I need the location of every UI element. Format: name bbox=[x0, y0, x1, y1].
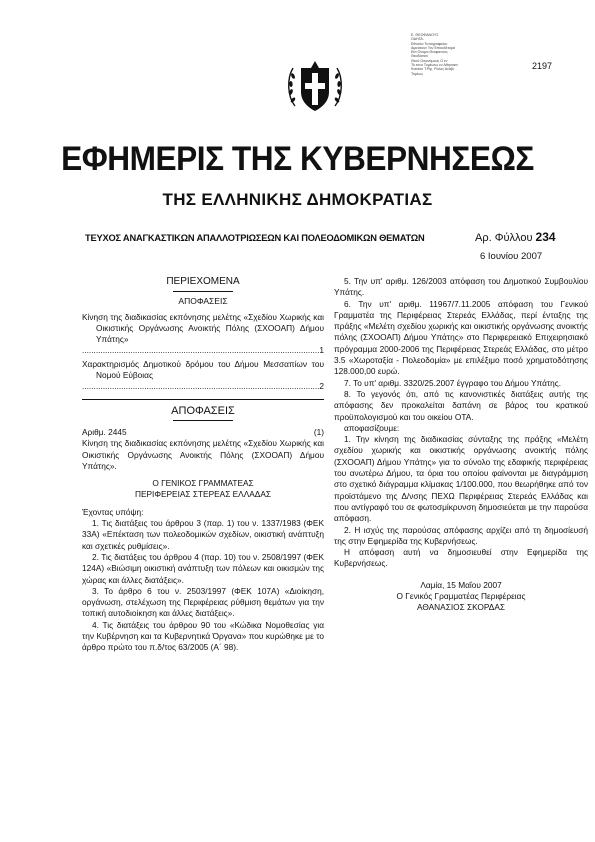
signature-place-date: Λαμία, 15 Μαΐου 2007 bbox=[420, 579, 502, 590]
decision-reference bbox=[82, 427, 324, 438]
decision-index: (1) bbox=[313, 426, 324, 437]
toc-item-page-row bbox=[82, 345, 324, 356]
toc-item-text: Κίνηση της διαδικασίας εκπόνησης μελέτης «Σχεδίου Χωρικής και Οικιστικής Οργάνωσης Ανοικτής Πόλης (ΣΧΟΟΑΠ) Δήμου Υπάτης» bbox=[82, 311, 324, 345]
authority-line-2: ΠΕΡΙΦΕΡΕΙΑΣ ΣΤΕΡΕΑΣ ΕΛΛΑΔΑΣ bbox=[135, 489, 271, 500]
toc-leader bbox=[82, 345, 319, 356]
decisions-divider bbox=[173, 420, 233, 421]
stamp-line: Είπ Ονομα Θεοφανούς bbox=[411, 50, 448, 55]
stamp-line: Τό τονο Τομέωτω εν Αθηναισι bbox=[411, 63, 458, 68]
paragraph: 6. Την υπ' αριθμ. 11967/7.11.2005 απόφαση του Γενικού Γραμματέα της Περιφέρειας Στερεάς Ελλάδας, περί ένταξης της πράξης «Μελέτη σχεδίου χωρικής και οικιστικής οργάνωσης ανοικτής πόλης (ΣΧΟΟΑΠ) Δήμου Υπάτης» στο Περιφερειακό Επιχειρησιακό πρόγραμμα 2000-2006 της Περιφέρειας Στερεάς Ελλάδας, στο μέτρο 3.5 «Χωροταξία - Πολεοδομία» με επιλέξιμο ποσό χρηματοδότησης 128.000,00 ευρώ. bbox=[334, 298, 588, 377]
paragraph: 8. Το γεγονός ότι, από τις κανονιστικές διατάξεις αυτής της απόφασης δεν προκαλείται δαπάνη σε βάρος του κρατικού προϋπολογισμού και του οικείου ΟΤΑ. bbox=[334, 388, 588, 422]
toc-leader bbox=[82, 381, 319, 392]
stamp-line: Κοιτιίου Τ.Ρίμ. Ρόλος Ανάβι bbox=[411, 67, 454, 72]
stamp-line: Ε. ΘΕΟΦΑΝΟΥΣ bbox=[411, 33, 439, 37]
paragraph: 5. Την υπ' αριθμ. 126/2003 απόφαση του Δημοτικού Συμβουλίου Υπάτης. bbox=[334, 276, 588, 298]
sheet-number: 234 bbox=[535, 230, 556, 244]
paragraph: 7. Το υπ' αριθμ. 3320/25.2007 έγγραφο του Δήμου Υπάτης. bbox=[344, 377, 562, 388]
issue-series: ΤΕΥΧΟΣ ΑΝΑΓΚΑΣΤΙΚΩΝ ΑΠΑΛΛΟΤΡΙΩΣΕΩΝ ΚΑΙ ΠΟΛΕΟΔΟΜΙΚΩΝ ΘΕΜΑΤΩΝ bbox=[85, 233, 425, 243]
right-column bbox=[334, 276, 588, 614]
stamp-line: Εθνικόν Τυπογραφείου bbox=[411, 41, 448, 46]
sheet-number-block bbox=[475, 230, 556, 244]
stamp-line: Θεοδόσιον bbox=[411, 54, 429, 59]
toc-heading: ΠΕΡΙΕΧΟΜΕΝΑ bbox=[166, 276, 240, 287]
stamp-line: ΟΔΗΓΑ. bbox=[411, 37, 424, 42]
toc-item-page: 1 bbox=[319, 345, 324, 356]
toc-item-page: 2 bbox=[319, 381, 324, 392]
authority-line-1: Ο ΓΕΝΙΚΟΣ ΓΡΑΜΜΑΤΕΑΣ bbox=[152, 478, 254, 489]
sheet-label: Αρ. Φύλλου bbox=[475, 232, 533, 244]
paragraph: 1. Τις διατάξεις του άρθρου 3 (παρ. 1) του ν. 1337/1983 (ΦΕΚ 33Α) «Επέκταση των πολεοδομικών σχεδίων, οικιστική ανάπτυξη και σχετικές ρυθμίσεις». bbox=[82, 518, 324, 551]
signature-name: ΑΘΑΝΑΣΙΟΣ ΣΚΟΡΔΑΣ bbox=[416, 602, 506, 613]
page-number: 2197 bbox=[532, 61, 553, 71]
section-divider bbox=[82, 399, 324, 400]
signature-block bbox=[334, 580, 588, 614]
paragraph: Η απόφαση αυτή να δημοσιευθεί στην Εφημερίδα της Κυβερνήσεως. bbox=[334, 547, 588, 569]
coat-of-arms-emblem bbox=[285, 56, 345, 118]
stamp-line: Αιρεότουν Τον Επικοδέτορα bbox=[411, 45, 455, 50]
paragraph: 4. Τις διατάξεις του άρθρου 90 του «Κώδικα Νομοθεσίας για την Κυβέρνηση και τα Κυβερνητικά Όργανα» που κυρώθηκε με το άρθρο πρώτο του π.δ/τος 63/2005 (Α΄ 98). bbox=[82, 619, 324, 653]
stamp-line: Θεού Οικονόμους Ο εν bbox=[411, 58, 448, 63]
toc-item bbox=[82, 312, 324, 346]
paragraph: 3. Το άρθρο 6 του ν. 2503/1997 (ΦΕΚ 107Α) «Διοίκηση, οργάνωση, στελέχωση της Περιφέρειας ρύθμιση θεμάτων για την τοπική αυτοδιοίκηση και άλλες διατάξεις». bbox=[82, 585, 324, 619]
we-decide: αποφασίζουμε: bbox=[344, 422, 400, 433]
paragraph: 2. Η ισχύς της παρούσας απόφασης αρχίζει από τη δημοσίευσή της στην Εφημερίδα της Κυβερνήσεως. bbox=[334, 524, 588, 546]
signature-role: Ο Γενικός Γραμματέας Περιφέρειας bbox=[396, 591, 526, 602]
toc-divider bbox=[173, 291, 233, 292]
decision-title: Κίνηση της διαδικασίας εκπόνησης μελέτης «Σχεδίου Χωρικής και Οικιστικής Οργάνωσης Ανοικτής Πόλης (ΣΧΟΟΑΠ) Δήμου Υπάτης». bbox=[82, 438, 324, 471]
decisions-heading: ΑΠΟΦΑΣΕΙΣ bbox=[171, 404, 235, 417]
gazette-title: ΕΦΗΜΕΡΙΣ ΤΗΣ ΚΥΒΕΡΝΗΣΕΩΣ bbox=[61, 140, 534, 178]
having-regard: Έχοντας υπόψη: bbox=[82, 506, 144, 517]
left-column bbox=[82, 276, 324, 654]
decision-number: Αριθμ. 2445 bbox=[82, 426, 127, 437]
issue-date: 6 Ιουνίου 2007 bbox=[480, 251, 543, 262]
stamp-line: Τομέως bbox=[411, 71, 424, 76]
toc-item-page-row bbox=[82, 381, 324, 392]
gazette-subtitle: ΤΗΣ ΕΛΛΗΝΙΚΗΣ ΔΗΜΟΚΡΑΤΙΑΣ bbox=[162, 190, 433, 209]
toc-item-text: Χαρακτηρισμός Δημοτικού δρόμου του Δήμου Μεσσαπίων του Νομού Εύβοιας bbox=[82, 358, 324, 381]
paragraph: 2. Τις διατάξεις του άρθρου 4 (παρ. 10) του ν. 2508/1997 (ΦΕΚ 124Α) «Βιώσιμη οικιστική ανάπτυξη των πόλεων και οικισμών της χώρας και άλλες διατάξεις». bbox=[82, 551, 324, 585]
toc-subheading: ΑΠΟΦΑΣΕΙΣ bbox=[178, 296, 228, 307]
printing-stamp bbox=[411, 33, 481, 76]
toc-item bbox=[82, 359, 324, 382]
paragraph: 1. Την κίνηση της διαδικασίας σύνταξης της πράξης «Μελέτη σχεδίου χωρικής και οικιστικής οργάνωσης ανοικτής πόλης (ΣΧΟΟΑΠ) Δήμου Υπάτης» για το σύνολο της εδαφικής περιφέρειας του ανωτέρω Δήμου, τα όρια του οποίου φαίνονται με διαγράμμιση στο σχετικό διάγραμμα κλίμακας 1/100.000, που θεωρήθηκε από τον προϊστάμενο της Δ/νσης ΠΕΧΩ Περιφέρειας Στερεάς Ελλάδας και που αντίγραφό του σε φωτοσμίκρυνση δημοσιεύεται με την παρούσα απόφαση. bbox=[334, 434, 588, 524]
